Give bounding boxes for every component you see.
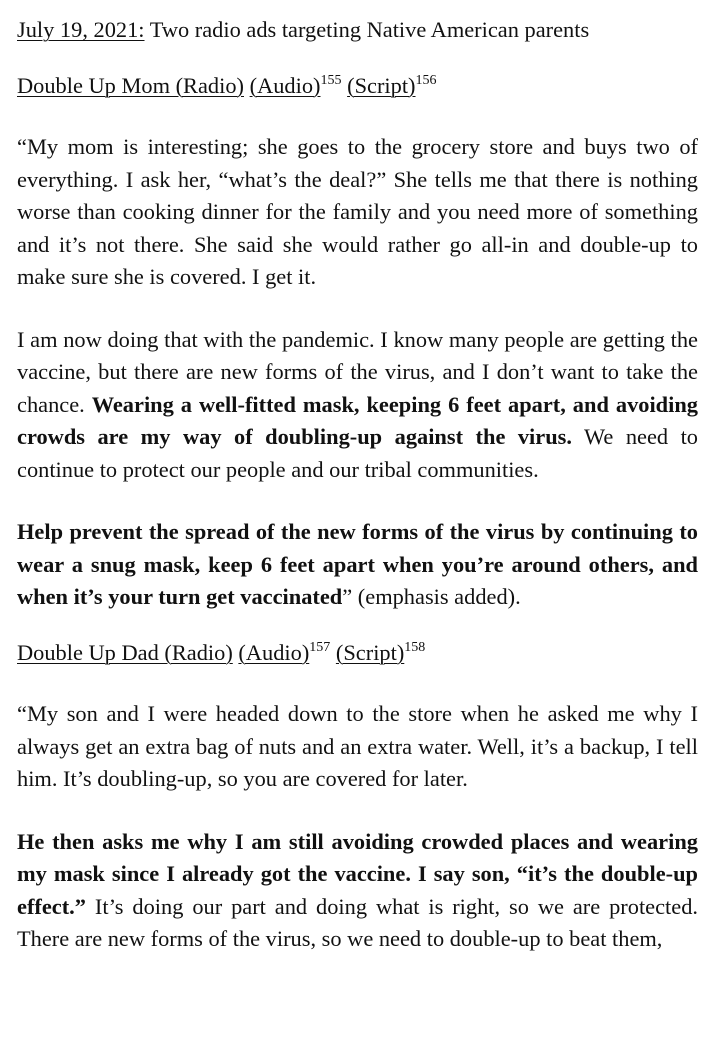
ad2-audio-footnote: 157 (309, 639, 331, 655)
ad1-script-link[interactable]: (Script) (347, 72, 416, 98)
ad2-script-footnote: 158 (404, 639, 426, 655)
ad1-heading (17, 70, 698, 103)
entry-date: July 19, 2021: (17, 17, 145, 42)
ad1-paragraph-1: “My mom is interesting; she goes to the grocery store and buys two of everything. I ask her, “what’s the deal?” She tells me that there is nothing worse than cooking dinner for the family and you need more of something and it’s not there. She said she would rather go all-in and double-up to make sure she is covered. I get it. (17, 134, 698, 289)
ad1-p2-start: I am now doing that with the pandemic. I know many people are getting the vaccine, but there are new forms of the virus, and I don’t want to take the chance. (17, 326, 698, 417)
ad1-p2-bold: Wearing a well-fitted mask, keeping 6 feet apart, and avoiding crowds are my way of doubling-up against the virus. (17, 391, 699, 449)
ad1-script-footnote: 156 (415, 72, 437, 88)
ad2-name-link[interactable]: Double Up Dad (Radio) (17, 639, 233, 665)
ad2-p2-end: It’s doing our part and doing what is right, so we are protected. There are new forms of the virus, so we need to double-up to beat them, (17, 893, 698, 951)
ad1-p2-end: We need to continue to protect our people and our tribal communities. (17, 424, 698, 482)
ad2-audio-link[interactable]: (Audio) (238, 639, 310, 665)
ad2-heading (17, 637, 698, 670)
ad2-p2-bold: He then asks me why I am still avoiding crowded places and wearing my mask since I already got the vaccine. I say son, “it’s the double-up effect.” (17, 828, 698, 919)
ad1-name-link[interactable]: Double Up Mom (Radio) (17, 72, 244, 98)
ad1-audio-link[interactable]: (Audio) (249, 72, 321, 98)
ad2-paragraph-1: “My son and I were headed down to the store when he asked me why I always get an extra bag of nuts and an extra water. Well, it’s a backup, I tell him. It’s doubling-up, so you are covered for later. (17, 701, 698, 791)
entry-title: Two radio ads targeting Native American parents (144, 17, 590, 42)
entry-heading (17, 14, 698, 47)
ad2-paragraph-2 (17, 826, 698, 956)
ad1-paragraph-2 (17, 324, 698, 487)
ad1-p3-end: ” (emphasis added). (342, 584, 521, 609)
ad2-script-link[interactable]: (Script) (335, 639, 405, 665)
ad1-p3-bold: Help prevent the spread of the new forms of the virus by continuing to wear a snug mask, keep 6 feet apart when you’re around others, and when it’s your turn get vaccinated (17, 519, 698, 609)
ad1-paragraph-3 (17, 516, 698, 614)
ad1-audio-footnote: 155 (320, 72, 342, 88)
